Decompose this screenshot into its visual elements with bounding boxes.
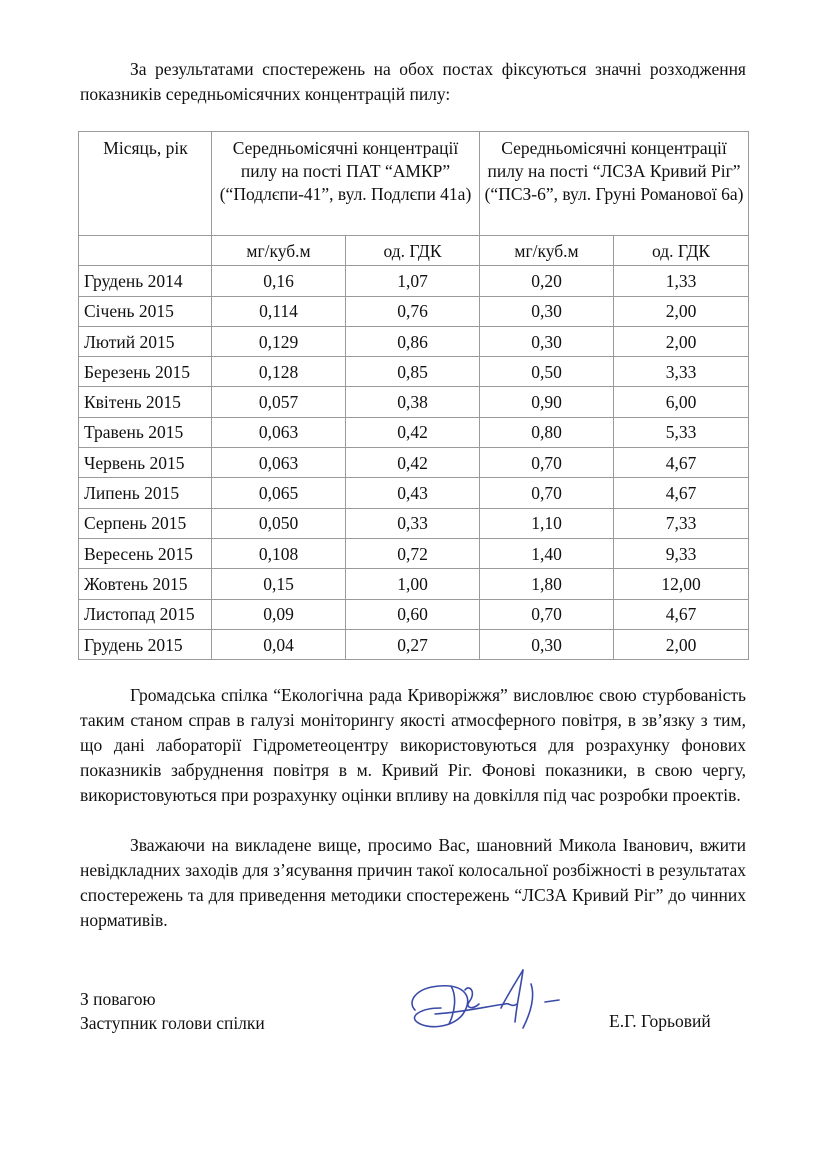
post1-mg-cell: 0,063 [212,448,346,478]
post2-unit-mg: мг/куб.м [480,236,614,266]
closing-regards: З повагою [80,989,156,1009]
month-cell: Травень 2015 [79,417,212,447]
post2-unit-gdk: од. ГДК [614,236,749,266]
month-cell: Листопад 2015 [79,599,212,629]
post1-gdk-cell: 0,76 [346,296,480,326]
table-row [79,417,749,447]
post2-mg-cell: 0,90 [480,387,614,417]
post2-mg-cell: 1,40 [480,538,614,568]
post2-gdk-cell: 12,00 [614,569,749,599]
table-row [79,538,749,568]
post1-gdk-cell: 0,60 [346,599,480,629]
month-cell: Вересень 2015 [79,538,212,568]
post2-gdk-cell: 2,00 [614,326,749,356]
post1-mg-cell: 0,057 [212,387,346,417]
post2-gdk-cell: 3,33 [614,357,749,387]
month-cell: Березень 2015 [79,357,212,387]
post1-header: Середньомісячні концентрації пилу на пості ПАТ “АМКР” (“Подлєпи-41”, вул. Подлєпи 41а) [212,132,480,236]
signatory-name: Е.Г. Горьовий [609,1011,711,1031]
table-row [79,296,749,326]
post1-unit-mg: мг/куб.м [212,236,346,266]
post1-mg-cell: 0,04 [212,629,346,659]
month-cell: Квітень 2015 [79,387,212,417]
post1-gdk-cell: 0,43 [346,478,480,508]
dust-concentration-table [78,131,749,660]
post2-gdk-cell: 4,67 [614,599,749,629]
table-row [79,508,749,538]
post2-gdk-cell: 4,67 [614,448,749,478]
post2-gdk-cell: 1,33 [614,266,749,296]
post1-gdk-cell: 1,07 [346,266,480,296]
post1-gdk-cell: 0,85 [346,357,480,387]
post1-gdk-cell: 1,00 [346,569,480,599]
post1-mg-cell: 0,16 [212,266,346,296]
post1-gdk-cell: 0,38 [346,387,480,417]
post2-mg-cell: 0,70 [480,599,614,629]
month-cell: Жовтень 2015 [79,569,212,599]
month-header: Місяць, рік [79,132,212,236]
table-row [79,448,749,478]
post1-gdk-cell: 0,42 [346,448,480,478]
closing-position: Заступник голови спілки [80,1013,265,1033]
body-paragraph-1: Громадська спілка “Екологічна рада Криворіжжя” висловлює свою стурбованість таким станом справ в галузі моніторингу якості атмосферного повітря, в зв’язку з тим, що дані лабораторії Гідрометеоцентру використовуються для розрахунку фонових показників забруднення повітря в м. Кривий Ріг. Фонові показники, в свою чергу, використовуються при розрахунку оцінки впливу на довкілля під час розробки проектів. [80,685,746,805]
units-empty-cell [79,236,212,266]
post2-mg-cell: 0,30 [480,296,614,326]
post2-mg-cell: 0,30 [480,629,614,659]
signature-icon [405,962,575,1042]
table-row [79,326,749,356]
post2-gdk-cell: 2,00 [614,629,749,659]
table-row [79,387,749,417]
post2-mg-cell: 1,10 [480,508,614,538]
post2-mg-cell: 1,80 [480,569,614,599]
post2-mg-cell: 0,30 [480,326,614,356]
post1-mg-cell: 0,063 [212,417,346,447]
month-cell: Грудень 2014 [79,266,212,296]
post1-mg-cell: 0,128 [212,357,346,387]
month-cell: Червень 2015 [79,448,212,478]
month-cell: Липень 2015 [79,478,212,508]
intro-paragraph: За результатами спостережень на обох постах фіксуються значні розходження показників середньомісячних концентрацій пилу: [80,59,746,104]
body-paragraph-2: Зважаючи на викладене вище, просимо Вас, шановний Микола Іванович, вжити невідкладних заходів для з’ясування причин такої колосальної розбіжності в результатах спостережень та для приведення методики спостережень “ЛСЗА Кривий Ріг” до чинних нормативів. [80,835,746,930]
post2-gdk-cell: 5,33 [614,417,749,447]
post2-gdk-cell: 4,67 [614,478,749,508]
month-cell: Січень 2015 [79,296,212,326]
table-row [79,599,749,629]
post1-gdk-cell: 0,86 [346,326,480,356]
post1-mg-cell: 0,065 [212,478,346,508]
post1-mg-cell: 0,114 [212,296,346,326]
table-units-row [79,236,749,266]
post1-mg-cell: 0,09 [212,599,346,629]
table-row [79,266,749,296]
post1-unit-gdk: од. ГДК [346,236,480,266]
post2-header: Середньомісячні концентрації пилу на пості “ЛСЗА Кривий Ріг” (“ПСЗ-6”, вул. Груні Романової 6а) [480,132,749,236]
table-row [79,478,749,508]
post1-gdk-cell: 0,72 [346,538,480,568]
month-cell: Грудень 2015 [79,629,212,659]
post2-gdk-cell: 6,00 [614,387,749,417]
post1-mg-cell: 0,15 [212,569,346,599]
post2-mg-cell: 0,50 [480,357,614,387]
post2-gdk-cell: 2,00 [614,296,749,326]
post2-mg-cell: 0,70 [480,478,614,508]
table-header-row [79,132,749,236]
post1-gdk-cell: 0,42 [346,417,480,447]
post1-mg-cell: 0,050 [212,508,346,538]
post2-gdk-cell: 7,33 [614,508,749,538]
post2-mg-cell: 0,20 [480,266,614,296]
table-row [79,569,749,599]
post1-gdk-cell: 0,27 [346,629,480,659]
post1-gdk-cell: 0,33 [346,508,480,538]
month-cell: Лютий 2015 [79,326,212,356]
post2-mg-cell: 0,70 [480,448,614,478]
table-row [79,629,749,659]
post1-mg-cell: 0,108 [212,538,346,568]
post2-mg-cell: 0,80 [480,417,614,447]
month-cell: Серпень 2015 [79,508,212,538]
post1-mg-cell: 0,129 [212,326,346,356]
post2-gdk-cell: 9,33 [614,538,749,568]
table-row [79,357,749,387]
